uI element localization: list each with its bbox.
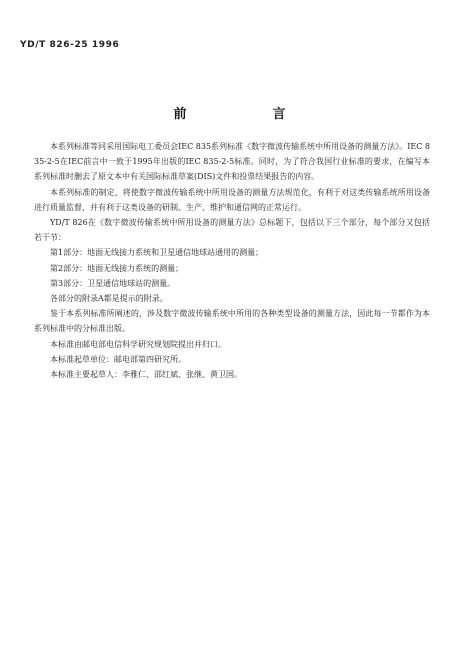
list-item-part-2: 第2部分：地面无线接力系统的测量；	[50, 263, 184, 273]
standard-code: YD/T 826-25 1996	[20, 40, 120, 50]
paragraph-proposer: 本标准由邮电部电信科学研究规划院提出并归口。	[50, 339, 226, 349]
paragraph-publication-note: 鉴于本系列标准所阐述的，涉及数字微波传输系统中所用的各种类型设备的测量方法，因此每一节都作为本系列标准中的分标准出版。	[34, 309, 430, 334]
paragraph-drafting-unit: 本标准起草单位：邮电部第四研究所。	[50, 354, 186, 364]
list-item-part-1: 第1部分：地面无线接力系统和卫星通信地球站通用的测量；	[50, 248, 264, 258]
list-item-part-3: 第3部分：卫星通信地球站的测量。	[50, 278, 176, 288]
foreword-body	[34, 139, 430, 382]
page-title: 前 言	[173, 107, 306, 122]
paragraph-purpose: 本系列标准的制定，将使数字微波传输系统中所用设备的测量方法规范化，有利于对这类传输系统所用设备进行质量监督，并有利于这类设备的研制、生产、维护和通信网的正常运行。	[34, 187, 430, 212]
paragraph-structure: YD/T 826在《数字微波传输系统中所用设备的测量方法》总标题下，包括以下三个部分，每个部分又包括若干节：	[34, 218, 430, 243]
paragraph-adoption: 本系列标准等同采用国际电工委员会IEC 835系列标准《数字微波传输系统中所用设备的测量方法》。IEC 835-2-5在IEC前言中一致于1995年出版的IEC 835-2-5标准。同时，为了符合我国行业标准的要求，在编写本系列标准时删去了原文本中有关国际标准草案(DIS)文件和投票结果报告的内容。	[34, 142, 430, 182]
paragraph-appendix-note: 各部分的附录A都是提示的附录。	[50, 294, 168, 304]
paragraph-drafters: 本标准主要起草人：李雅仁、邵红斌、张继、黄卫国。	[50, 370, 242, 380]
